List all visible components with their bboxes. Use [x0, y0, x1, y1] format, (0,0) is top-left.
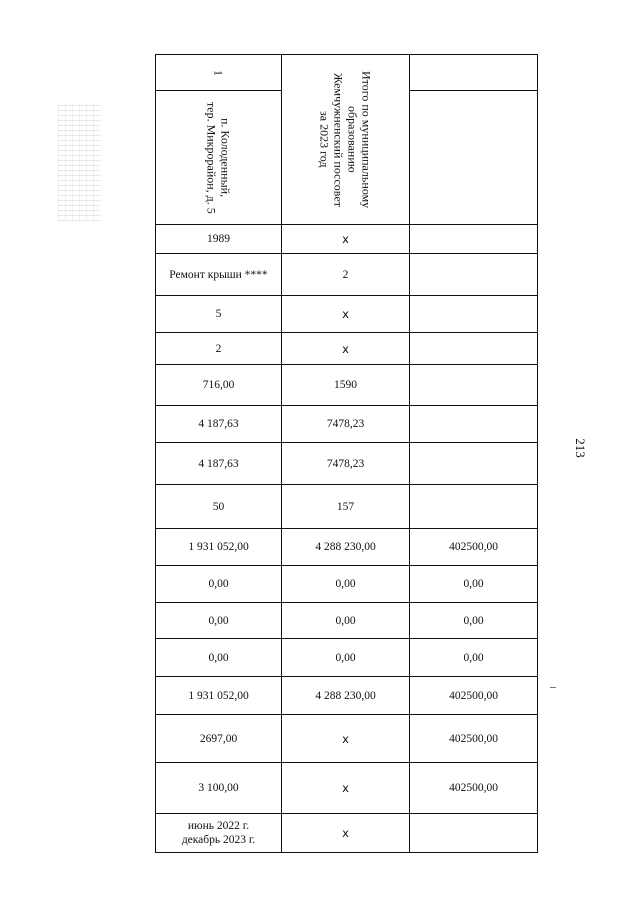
cell-col1: 0,00 [156, 603, 282, 639]
cell-col3 [410, 443, 538, 485]
table-row [156, 529, 538, 566]
table-row [156, 296, 538, 333]
header-col3 [410, 55, 538, 91]
cell-col1: 1989 [156, 225, 282, 254]
cell-col2: 7478,23 [282, 406, 410, 443]
cell-col2: x [282, 814, 410, 853]
cell-col3: 0,00 [410, 639, 538, 677]
cell-col1: Ремонт крыши **** [156, 254, 282, 296]
table-row [156, 566, 538, 603]
cell-col2: 157 [282, 485, 410, 529]
cell-col1: 5 [156, 296, 282, 333]
table-row [156, 406, 538, 443]
cell-col3 [410, 296, 538, 333]
cell-col2: x [282, 296, 410, 333]
header-col1-number: 1 [156, 55, 282, 91]
cell-col3: 402500,00 [410, 529, 538, 566]
cell-col2: x [282, 225, 410, 254]
header-col1-address: п. Колоденный, тер. Микрорайон, д. 5 [156, 91, 282, 225]
margin-mark [550, 687, 556, 688]
cell-col2: 0,00 [282, 639, 410, 677]
cell-col2: 1590 [282, 365, 410, 406]
header-col2-total: Итого по муниципальному образованию Жемчужненский поссовет за 2023 год [282, 55, 410, 225]
table-row [156, 763, 538, 814]
cell-col3: 0,00 [410, 566, 538, 603]
cell-col3 [410, 333, 538, 365]
cell-col3: 0,00 [410, 603, 538, 639]
table-row [156, 485, 538, 529]
cell-col1: 4 187,63 [156, 406, 282, 443]
cell-col1: 50 [156, 485, 282, 529]
table-row [156, 639, 538, 677]
cell-col1: 2 [156, 333, 282, 365]
cell-col3 [410, 406, 538, 443]
header-col3-blank [410, 91, 538, 225]
table-row [156, 677, 538, 715]
cell-col1: 1 931 052,00 [156, 677, 282, 715]
cell-col2: 4 288 230,00 [282, 529, 410, 566]
cell-col3 [410, 225, 538, 254]
cell-col2: 2 [282, 254, 410, 296]
cell-col1: июнь 2022 г. декабрь 2023 г. [156, 814, 282, 853]
cell-col2: 4 288 230,00 [282, 677, 410, 715]
cell-col2: 7478,23 [282, 443, 410, 485]
cell-col1: 4 187,63 [156, 443, 282, 485]
table-row [156, 814, 538, 853]
table-row [156, 365, 538, 406]
cell-col3: 402500,00 [410, 677, 538, 715]
cell-col3: 402500,00 [410, 763, 538, 814]
cell-col1: 2697,00 [156, 715, 282, 763]
cell-col2: x [282, 333, 410, 365]
cell-col2: 0,00 [282, 566, 410, 603]
cell-col3 [410, 254, 538, 296]
cell-col1: 1 931 052,00 [156, 529, 282, 566]
cell-col1: 3 100,00 [156, 763, 282, 814]
table-row [156, 603, 538, 639]
stamp-mark [58, 103, 100, 221]
cell-col2: x [282, 715, 410, 763]
cell-col1: 0,00 [156, 566, 282, 603]
cell-col3 [410, 814, 538, 853]
cell-col3: 402500,00 [410, 715, 538, 763]
table-row [156, 715, 538, 763]
cell-col2: x [282, 763, 410, 814]
cell-col1: 716,00 [156, 365, 282, 406]
table-row [156, 225, 538, 254]
table-row [156, 254, 538, 296]
cell-col3 [410, 485, 538, 529]
table-header-row-number [156, 55, 538, 91]
table-row [156, 443, 538, 485]
data-table [155, 54, 538, 853]
table-row [156, 333, 538, 365]
page-number: 213 [573, 438, 588, 458]
cell-col1: 0,00 [156, 639, 282, 677]
cell-col2: 0,00 [282, 603, 410, 639]
cell-col3 [410, 365, 538, 406]
